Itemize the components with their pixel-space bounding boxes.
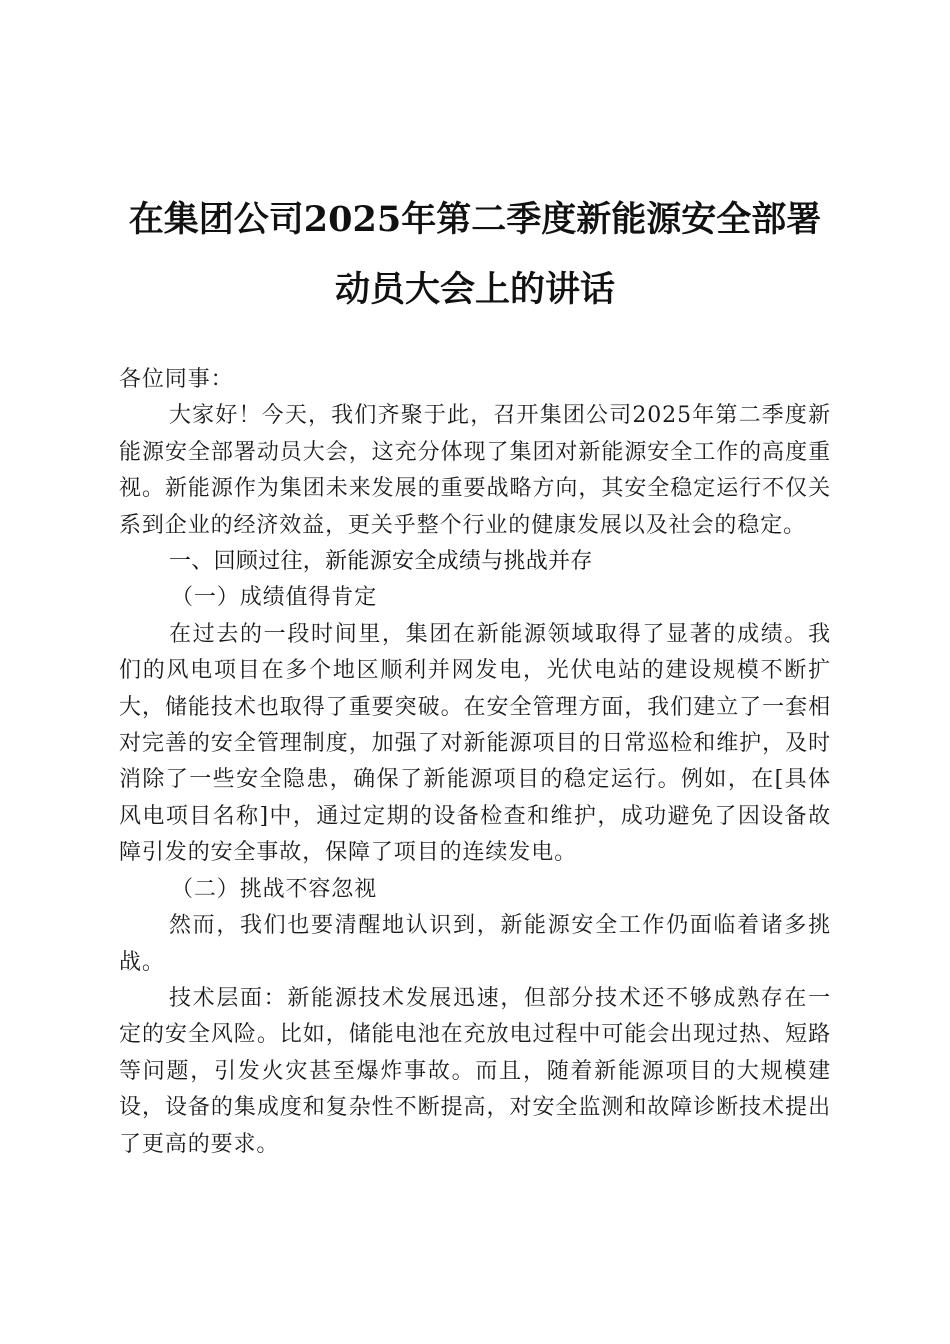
opening-paragraph: 大家好！今天，我们齐聚于此，召开集团公司2025年第二季度新能源安全部署动员大会，这充分体现了集团对新能源安全工作的高度重视。新能源作为集团未来发展的重要战略方向，其安全稳定运行不仅关系到企业的经济效益，更关乎整个行业的健康发展以及社会的稳定。: [119, 403, 831, 538]
subsection-2-paragraph-1: 然而，我们也要清醒地认识到，新能源安全工作仍面临着诸多挑战。: [119, 913, 831, 975]
subsection-1-paragraph: 在过去的一段时间里，集团在新能源领域取得了显著的成绩。我们的风电项目在多个地区顺利并网发电，光伏电站的建设规模不断扩大，储能技术也取得了重要突破。在安全管理方面，我们建立了一套相对完善的安全管理制度，加强了对新能源项目的日常巡检和维护，及时消除了一些安全隐患，确保了新能源项目的稳定运行。例如，在[具体风电项目名称]中，通过定期的设备检查和维护，成功避免了因设备故障引发的安全事故，保障了项目的连续发电。: [119, 621, 831, 866]
subsection-2-paragraph-2: 技术层面：新能源技术发展迅速，但部分技术还不够成熟存在一定的安全风险。比如，储能电池在充放电过程中可能会出现过热、短路等问题，引发火灾甚至爆炸事故。而且，随着新能源项目的大规模建设，设备的集成度和复杂性不断提高，对安全监测和故障诊断技术提出了更高的要求。: [119, 985, 831, 1157]
document-title-line-1: 在集团公司2025年第二季度新能源安全部署: [128, 199, 822, 240]
section-heading-1: 一、回顾过往，新能源安全成绩与挑战并存: [169, 549, 593, 575]
subsection-heading-1: （一）成绩值得肯定: [171, 585, 378, 611]
document-body: [119, 362, 831, 1163]
subsection-heading-2: （二）挑战不容忽视: [171, 876, 378, 902]
salutation: 各位同事：: [119, 367, 234, 392]
document-title-line-2: 动员大会上的讲话: [334, 269, 615, 310]
